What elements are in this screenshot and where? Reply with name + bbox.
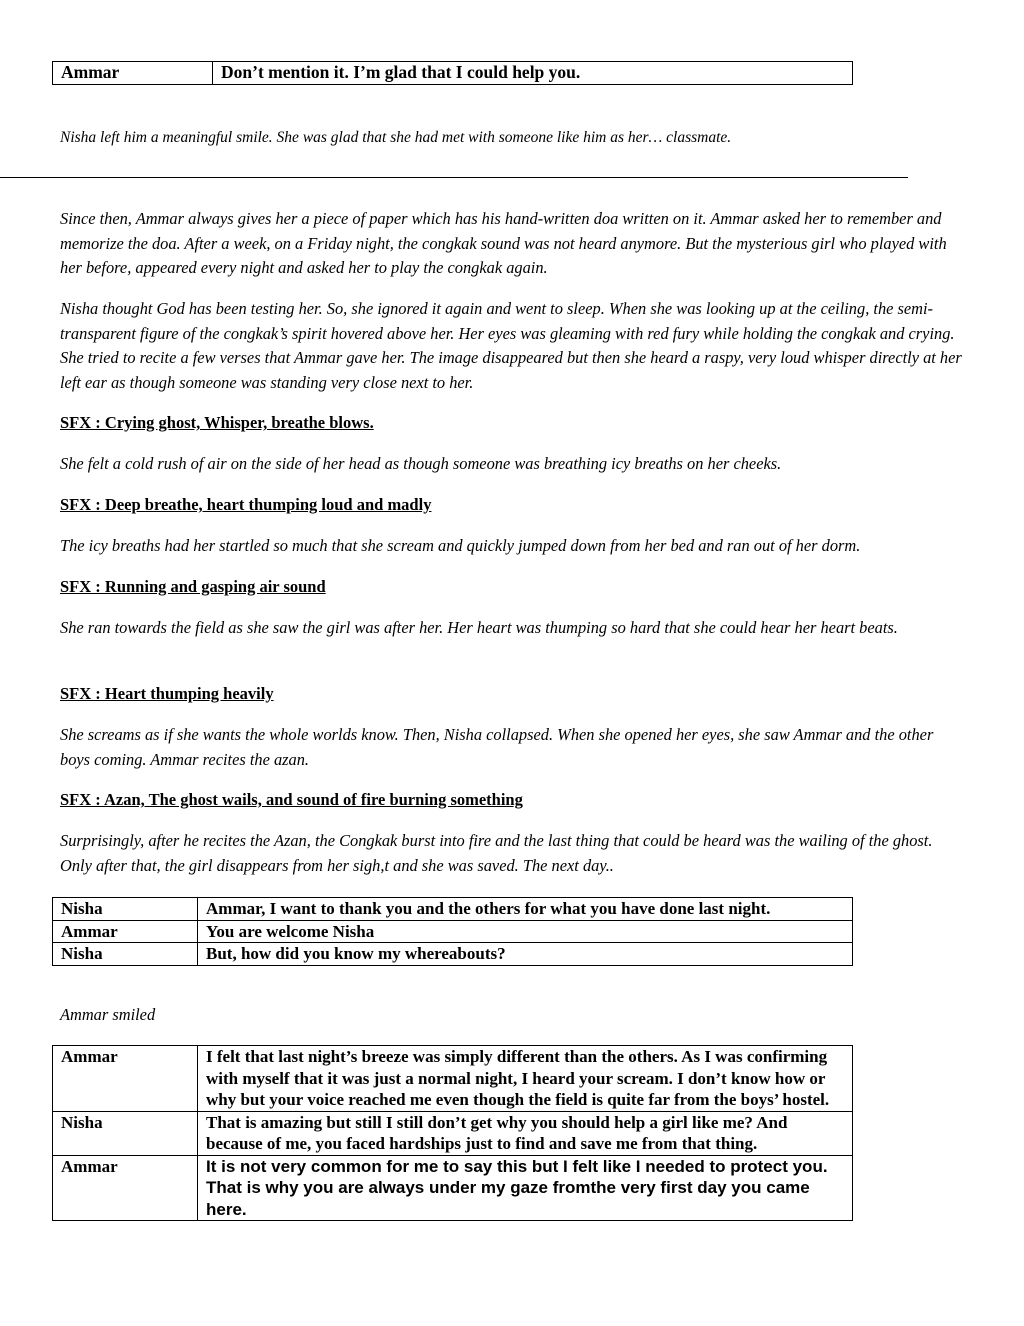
speaker-cell: Nisha	[53, 1111, 198, 1155]
sfx-heading: SFX : Heart thumping heavily	[60, 684, 274, 703]
table-row	[53, 943, 853, 966]
narration-paragraph: The icy breaths had her startled so much that she scream and quickly jumped down from her bed and ran out of her dorm.	[60, 536, 861, 555]
sfx-heading: SFX : Azan, The ghost wails, and sound of fire burning something	[60, 790, 523, 809]
top-dialogue-table	[52, 61, 853, 85]
narration-paragraph: She ran towards the field as she saw the girl was after her. Her heart was thumping so hard that she could hear her heart beats.	[60, 618, 898, 637]
dialogue-cell: You are welcome Nisha	[198, 920, 853, 943]
narration-paragraph: Since then, Ammar always gives her a piece of paper which has his hand-written doa written on it. Ammar asked her to remember and memorize the doa. After a week, on a Friday night, the congkak sound was not heard anymore. But the mysterious girl who played with her before, appeared every night and asked her to play the congkak again.	[60, 209, 947, 277]
table-row	[53, 898, 853, 921]
narration-paragraph: Surprisingly, after he recites the Azan, the Congkak burst into fire and the last thing that could be heard was the wailing of the ghost. Only after that, the girl disappears from her sigh,t and she was saved. The next day..	[60, 831, 933, 875]
mid-dialogue-table	[52, 897, 853, 966]
speaker-cell: Ammar	[53, 920, 198, 943]
sfx-heading: SFX : Deep breathe, heart thumping loud and madly	[60, 495, 432, 514]
narration-paragraph: Ammar smiled	[60, 1005, 156, 1024]
table-row	[53, 1046, 853, 1112]
dialogue-cell: Ammar, I want to thank you and the others for what you have done last night.	[198, 898, 853, 921]
sfx-heading: SFX : Crying ghost, Whisper, breathe blows.	[60, 413, 374, 432]
table-row	[53, 1155, 853, 1221]
dialogue-cell: It is not very common for me to say this but I felt like I needed to protect you. That is why you are always under my gaze fromthe very first day you came here.	[198, 1155, 853, 1221]
sfx-heading: SFX : Running and gasping air sound	[60, 577, 326, 596]
narration-paragraph: She felt a cold rush of air on the side of her head as though someone was breathing icy breaths on her cheeks.	[60, 454, 782, 473]
speaker-cell: Nisha	[53, 898, 198, 921]
table-row	[53, 1111, 853, 1155]
dialogue-cell: Don’t mention it. I’m glad that I could help you.	[213, 62, 853, 85]
narration-paragraph: Nisha left him a meaningful smile. She was glad that she had met with someone like him as her… classmate.	[60, 129, 732, 146]
dialogue-cell: I felt that last night’s breeze was simply different than the others. As I was confirming with myself that it was just a normal night, I heard your scream. I don’t know how or why but your voice reached me even though the field is quite far from the boys’ hostel.	[198, 1046, 853, 1112]
table-row	[53, 920, 853, 943]
narration-paragraph: She screams as if she wants the whole worlds know. Then, Nisha collapsed. When she opened her eyes, she saw Ammar and the other boys coming. Ammar recites the azan.	[60, 725, 934, 769]
speaker-cell: Ammar	[53, 1046, 198, 1112]
bottom-dialogue-table	[52, 1045, 853, 1221]
section-divider	[0, 177, 908, 178]
speaker-cell: Ammar	[53, 62, 213, 85]
speaker-cell: Nisha	[53, 943, 198, 966]
dialogue-cell: That is amazing but still I still don’t get why you should help a girl like me? And because of me, you faced hardships just to find and save me from that thing.	[198, 1111, 853, 1155]
dialogue-cell: But, how did you know my whereabouts?	[198, 943, 853, 966]
table-row	[53, 62, 853, 85]
speaker-cell: Ammar	[53, 1155, 198, 1221]
narration-paragraph: Nisha thought God has been testing her. So, she ignored it again and went to sleep. When she was looking up at the ceiling, the semi-transparent figure of the congkak’s spirit hovered above her. Her eyes was gleaming with red fury while holding the congkak and crying. She tried to recite a few verses that Ammar gave her. The image disappeared but then she heard a raspy, very loud whisper directly at her left ear as though someone was standing very close next to her.	[60, 299, 962, 392]
